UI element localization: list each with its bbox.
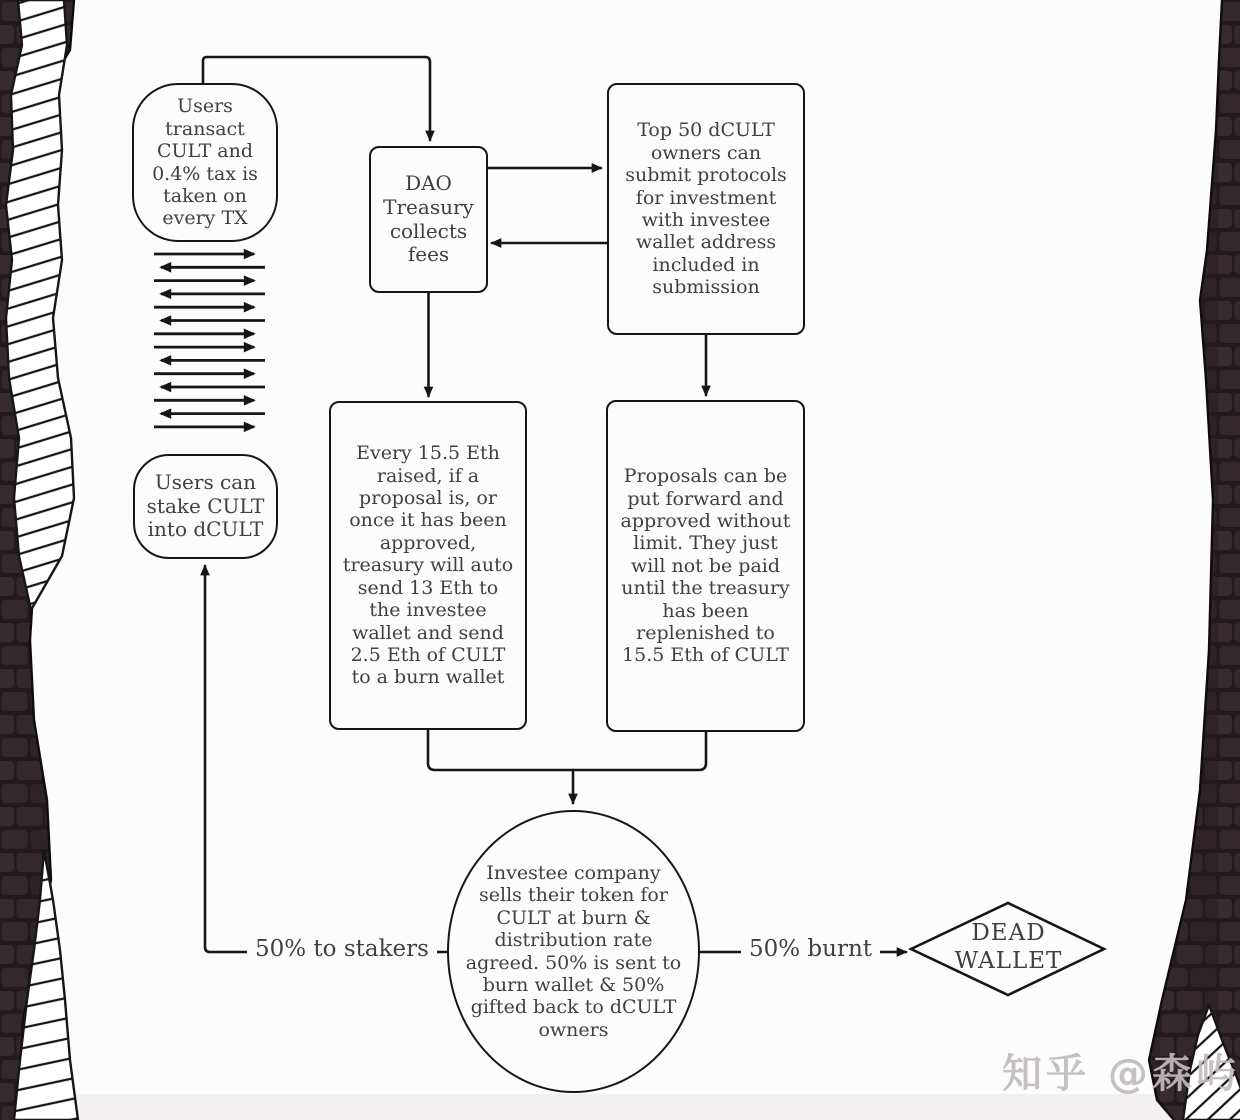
node-investee-company-label: Investee company sells their token for CULT at burn & distribution rate agreed. 50% is sent to burn wallet & 50% gifted back to dCULT owners [465, 861, 682, 1041]
junction-bar [428, 730, 706, 770]
node-investee-company [447, 810, 700, 1093]
transaction-arrows [152, 247, 268, 433]
node-users-transact-label: Users transact CULT and 0.4% tax is taken on every TX [152, 95, 258, 230]
node-every-eth-raised-label: Every 15.5 Eth raised, if a proposal is, or once it has been approved, treasury will auto send 13 Eth to the investee wallet and send 2.5 Eth of CULT to a burn wallet [342, 442, 514, 689]
node-dao-treasury-label: DAO Treasury collects fees [383, 171, 474, 267]
node-every-eth-raised [329, 401, 527, 730]
edge-label-50-burnt: 50% burnt [741, 936, 880, 962]
zhihu-watermark: 知乎 @森屿 [1002, 1051, 1240, 1097]
node-proposals-label: Proposals can be put forward and approved without limit. They just will not be paid until the treasury has been replenished to 15.5 Eth of CULT [620, 465, 791, 667]
node-users-stake-label: Users can stake CULT into dCULT [146, 470, 265, 542]
node-top50-owners-label: Top 50 dCULT owners can submit protocols for investment with investee wallet address included in submission [625, 119, 787, 299]
node-top50-owners [607, 83, 805, 335]
node-users-transact [132, 83, 278, 242]
node-dao-treasury [369, 146, 488, 293]
edge-label-50-to-stakers: 50% to stakers [247, 936, 437, 962]
node-proposals [606, 400, 805, 732]
node-users-stake [133, 454, 278, 559]
node-dead-wallet-label: DEAD WALLET [954, 920, 1063, 974]
